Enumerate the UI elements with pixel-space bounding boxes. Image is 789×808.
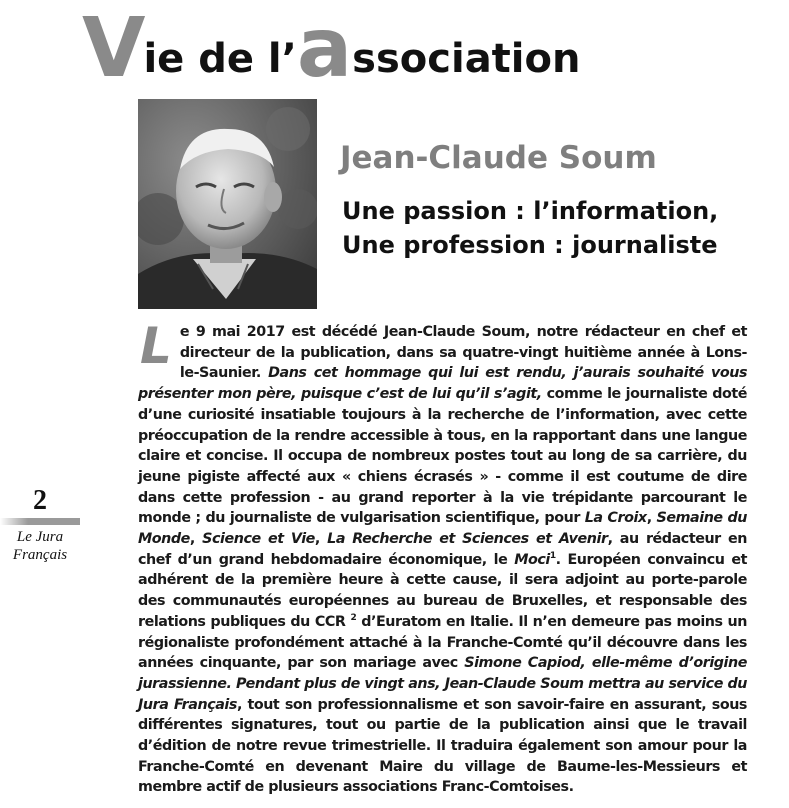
portrait-photo <box>138 99 317 309</box>
article-subtitle <box>342 194 718 262</box>
article-text-3: comme le journaliste doté d’une curiosité insatiable toujours à la recherche de l’information, avec cette préoccupation de la rendre accessible à tous, en la rapportant dans une langue claire et concise. Il occupa de nombreux postes tout au long de sa carrière, du jeune pigiste affecté aux « chiens écrasés » - comme il est coutume de dire dans cette profession - au grand reporter à la vie trépidante parcourant le monde ; du journaliste de vulgarisation scientifique, pour <box>138 386 748 527</box>
section-title-text-2: ssociation <box>352 36 581 82</box>
page-marker-rule <box>0 518 80 525</box>
article-text-6: d’Euratom en Italie. Il n’en demeure pas moins un régionaliste profondément attaché à la Franche-Comté qu’il découvre dans les années cinquante, par son mariage avec <box>138 613 747 672</box>
article-text-7: Simone Capiod, elle-même d’origine jurassienne. Pendant plus de vingt ans, Jean-Claude Soum mettra au service du <box>138 655 747 692</box>
article-text-5: . Européen convaincu et adhérent de la première heure à cette cause, il sera adjoint au porte-parole des communautés européennes au bureau de Bruxelles, et responsable des relations publiques du CCR <box>138 551 747 630</box>
separator: , <box>189 531 203 548</box>
publication-semaine-du-monde: Semaine du Monde <box>138 510 748 548</box>
subtitle-line-2: Une profession : journaliste <box>342 231 718 259</box>
publication-la-recherche: La Recherche et Sciences et Avenir <box>327 531 608 548</box>
section-title-initial-v: V <box>82 1 144 96</box>
drop-cap: L <box>140 317 172 375</box>
page-marker <box>0 486 80 564</box>
article-text-4: , au rédacteur en chef d’un grand hebdomadaire économique, le <box>138 531 747 568</box>
section-title <box>82 1 581 96</box>
separator: , <box>646 510 657 527</box>
footnote-ref-2: 2 <box>350 613 357 624</box>
article-text-1: e 9 mai 2017 est décédé Jean-Claude Soum, notre rédacteur en chef et directeur de la publication, dans sa quatre-vingt huitième année à Lons-le-Saunier. <box>179 324 747 382</box>
section-title-text-1: ie de l’ <box>143 36 297 82</box>
journal-name-line-2: Français <box>12 547 68 563</box>
page-number: 2 <box>33 485 47 516</box>
publication-moci: Moci <box>514 551 550 568</box>
section-title-initial-a: a <box>296 1 351 96</box>
article-text-8: , tout son professionnalisme et son savoir-faire en assurant, sous différentes signatures, tout ou partie de la publication ainsi que le travail d’édition de notre revue trimestrielle. Il traduira également son amour pour la Franche-Comté en devenant Maire du village de Baume-les-Messieurs et membre actif de plusieurs associations Franc-Comtoises. <box>138 696 747 796</box>
journal-name <box>0 528 80 564</box>
subtitle-line-1: Une passion : l’information, <box>342 197 719 225</box>
journal-name-line-1: Le Jura <box>16 529 64 545</box>
footnote-ref-1: 1 <box>549 550 556 561</box>
publication-science-et-vie: Science et Vie <box>202 531 315 548</box>
article-text-2: Dans cet hommage qui lui est rendu, j’aurais souhaité vous présenter mon père, puisque c’est de lui qu’il s’agit, <box>138 365 747 403</box>
publication-jura-francais: Jura Français <box>138 696 237 713</box>
publication-la-croix: La Croix <box>584 510 647 527</box>
separator: , <box>314 531 328 548</box>
person-name: Jean-Claude Soum <box>340 140 657 176</box>
article-body <box>138 317 748 798</box>
